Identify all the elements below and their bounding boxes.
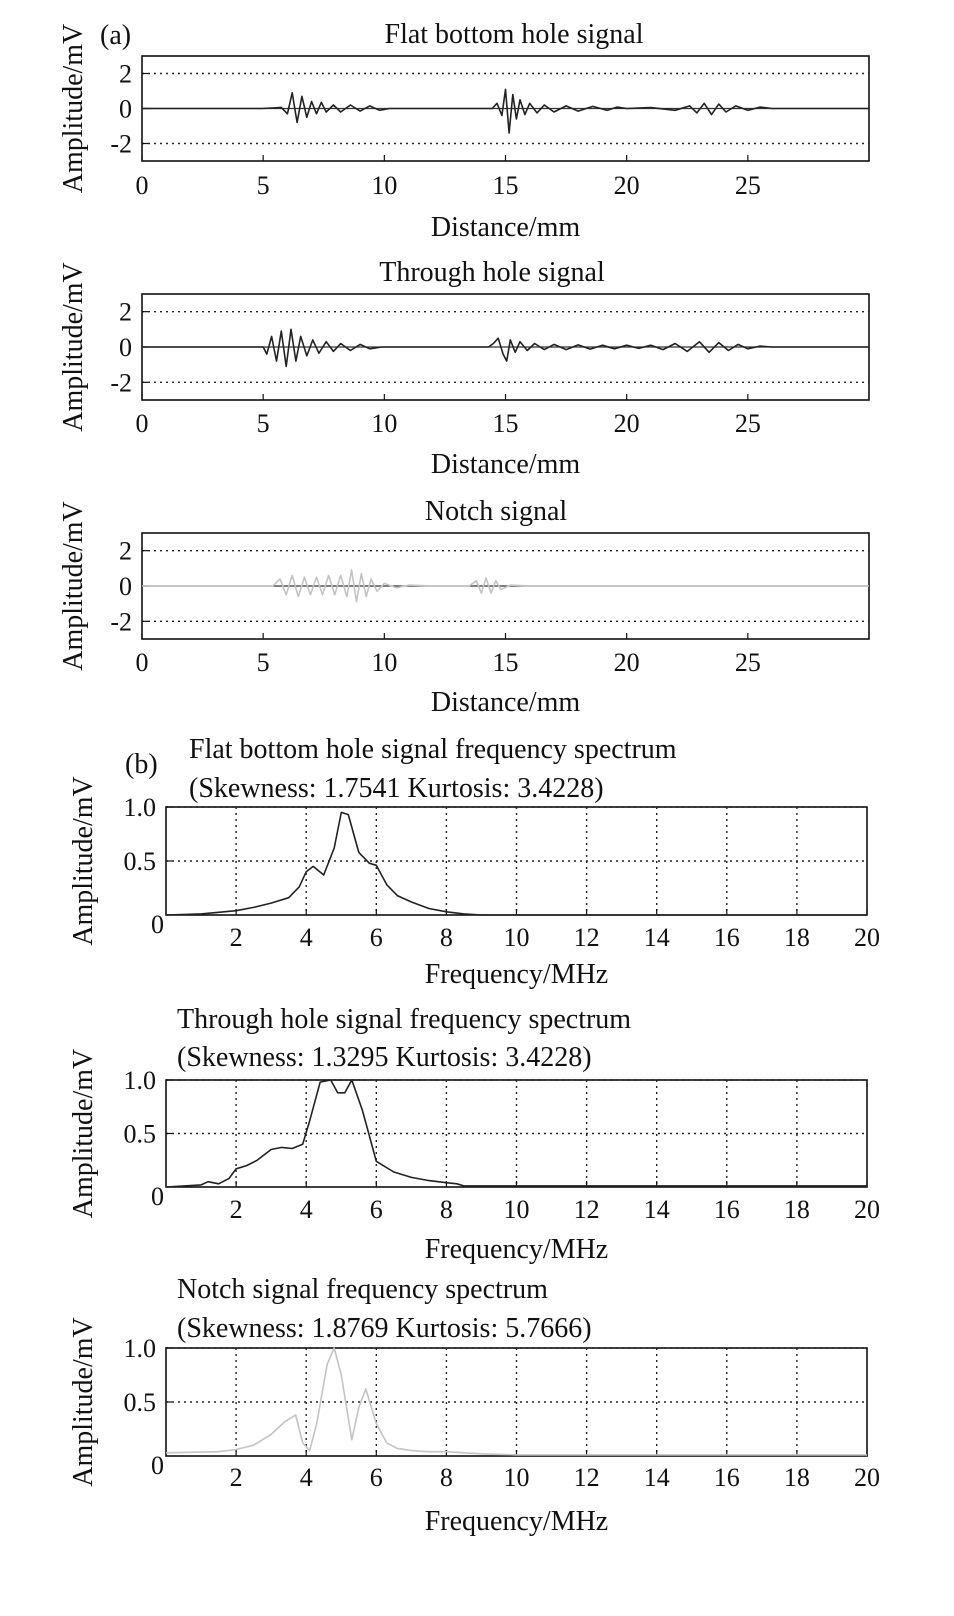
x-axis-label: Frequency/MHz	[424, 1506, 609, 1537]
y-tick-label: 2	[119, 536, 132, 566]
x-tick-label: 10	[503, 1463, 530, 1492]
y-tick-label: 0.5	[123, 1388, 156, 1417]
y-tick-label: 1.0	[123, 793, 156, 822]
x-tick-label: 10	[503, 923, 530, 952]
chart-subtitle: (Skewness: 1.7541 Kurtosis: 3.4228)	[189, 773, 604, 804]
x-tick-label: 5	[256, 409, 270, 438]
x-tick-label: 4	[299, 1463, 313, 1492]
chart-1	[58, 19, 869, 243]
y-tick-label: 0	[119, 572, 132, 601]
panel-label-b: (b)	[125, 749, 158, 780]
chart-3	[58, 496, 869, 718]
x-tick-label: 25	[734, 171, 761, 200]
x-tick-label: 12	[573, 923, 600, 952]
panel-label-a: (a)	[100, 20, 132, 51]
y-tick-label-zero: 0	[151, 1451, 164, 1480]
x-tick-label: 12	[573, 1463, 600, 1492]
x-tick-label: 18	[783, 1195, 810, 1224]
x-tick-label: 20	[854, 1463, 880, 1492]
x-tick-label: 14	[643, 1463, 670, 1492]
y-axis-label: Amplitude/mV	[68, 1317, 99, 1487]
charts-container	[58, 19, 880, 1537]
x-tick-label: 2	[229, 1463, 243, 1492]
x-tick-label: 20	[854, 1195, 880, 1224]
y-axis-label: Amplitude/mV	[58, 262, 89, 432]
chart-title: Notch signal frequency spectrum	[177, 1274, 548, 1305]
x-tick-label: 10	[371, 648, 398, 677]
x-tick-label: 0	[135, 409, 149, 438]
y-tick-label: 0	[119, 333, 132, 362]
chart-6	[68, 1274, 880, 1537]
y-tick-label: 0.5	[123, 1119, 156, 1149]
y-tick-label: 0	[119, 94, 132, 124]
chart-title: Flat bottom hole signal	[384, 19, 644, 50]
x-tick-label: 20	[854, 923, 880, 952]
chart-title: Flat bottom hole signal frequency spectrum	[189, 734, 677, 765]
x-tick-label: 15	[492, 171, 519, 200]
x-tick-label: 0	[135, 648, 149, 677]
x-tick-label: 18	[783, 1463, 810, 1492]
x-tick-label: 0	[135, 171, 149, 200]
x-tick-label: 16	[713, 1463, 740, 1492]
x-tick-label: 6	[369, 1195, 383, 1224]
x-tick-label: 8	[439, 1195, 453, 1224]
x-tick-label: 20	[613, 648, 640, 677]
y-tick-label-zero: 0	[151, 910, 164, 939]
x-tick-label: 5	[256, 648, 270, 677]
x-tick-label: 20	[613, 171, 640, 200]
chart-subtitle: (Skewness: 1.3295 Kurtosis: 3.4228)	[177, 1042, 592, 1073]
x-tick-label: 14	[643, 923, 670, 952]
y-axis-label: Amplitude/mV	[58, 23, 89, 194]
x-tick-label: 6	[369, 923, 383, 952]
chart-2	[58, 257, 869, 480]
x-tick-label: 25	[734, 409, 761, 438]
x-tick-label: 12	[573, 1195, 600, 1224]
x-tick-label: 6	[369, 1463, 383, 1492]
x-tick-label: 2	[229, 1195, 243, 1224]
chart-title: Notch signal	[424, 496, 568, 527]
x-tick-label: 20	[613, 409, 640, 438]
x-tick-label: 16	[713, 923, 740, 952]
chart-title: Through hole signal frequency spectrum	[177, 1004, 632, 1035]
y-tick-label: -2	[110, 368, 132, 398]
x-axis-label: Distance/mm	[430, 212, 581, 243]
y-tick-label: 1.0	[123, 1334, 156, 1363]
x-tick-label: 2	[229, 923, 243, 952]
x-tick-label: 14	[643, 1195, 670, 1224]
x-tick-label: 10	[371, 409, 398, 438]
x-tick-label: 8	[439, 923, 453, 952]
x-tick-label: 4	[299, 923, 313, 952]
y-tick-label: 2	[119, 297, 132, 327]
x-tick-label: 4	[299, 1195, 313, 1224]
x-axis-label: Distance/mm	[430, 449, 581, 480]
x-tick-label: 18	[783, 923, 810, 952]
x-axis-label: Frequency/MHz	[424, 959, 609, 990]
x-tick-label: 10	[371, 171, 398, 200]
x-tick-label: 8	[439, 1463, 453, 1492]
x-tick-label: 10	[503, 1195, 530, 1224]
y-axis-label: Amplitude/mV	[68, 1048, 99, 1219]
y-tick-label: 2	[119, 59, 132, 89]
x-tick-label: 16	[713, 1195, 740, 1224]
y-tick-label: -2	[110, 129, 132, 159]
x-tick-label: 25	[734, 648, 761, 677]
x-axis-label: Distance/mm	[430, 687, 581, 718]
chart-title: Through hole signal	[379, 257, 605, 288]
x-tick-label: 15	[492, 648, 519, 677]
chart-subtitle: (Skewness: 1.8769 Kurtosis: 5.7666)	[177, 1313, 592, 1344]
chart-5	[68, 1004, 880, 1265]
y-tick-label: 1.0	[123, 1066, 156, 1095]
x-axis-label: Frequency/MHz	[424, 1234, 609, 1265]
y-tick-label: -2	[110, 607, 132, 637]
y-axis-label: Amplitude/mV	[68, 776, 99, 946]
y-tick-label: 0.5	[123, 847, 156, 876]
x-tick-label: 15	[492, 409, 519, 438]
y-tick-label-zero: 0	[151, 1182, 164, 1211]
chart-4	[68, 734, 880, 990]
x-tick-label: 5	[256, 171, 270, 200]
y-axis-label: Amplitude/mV	[58, 501, 89, 671]
